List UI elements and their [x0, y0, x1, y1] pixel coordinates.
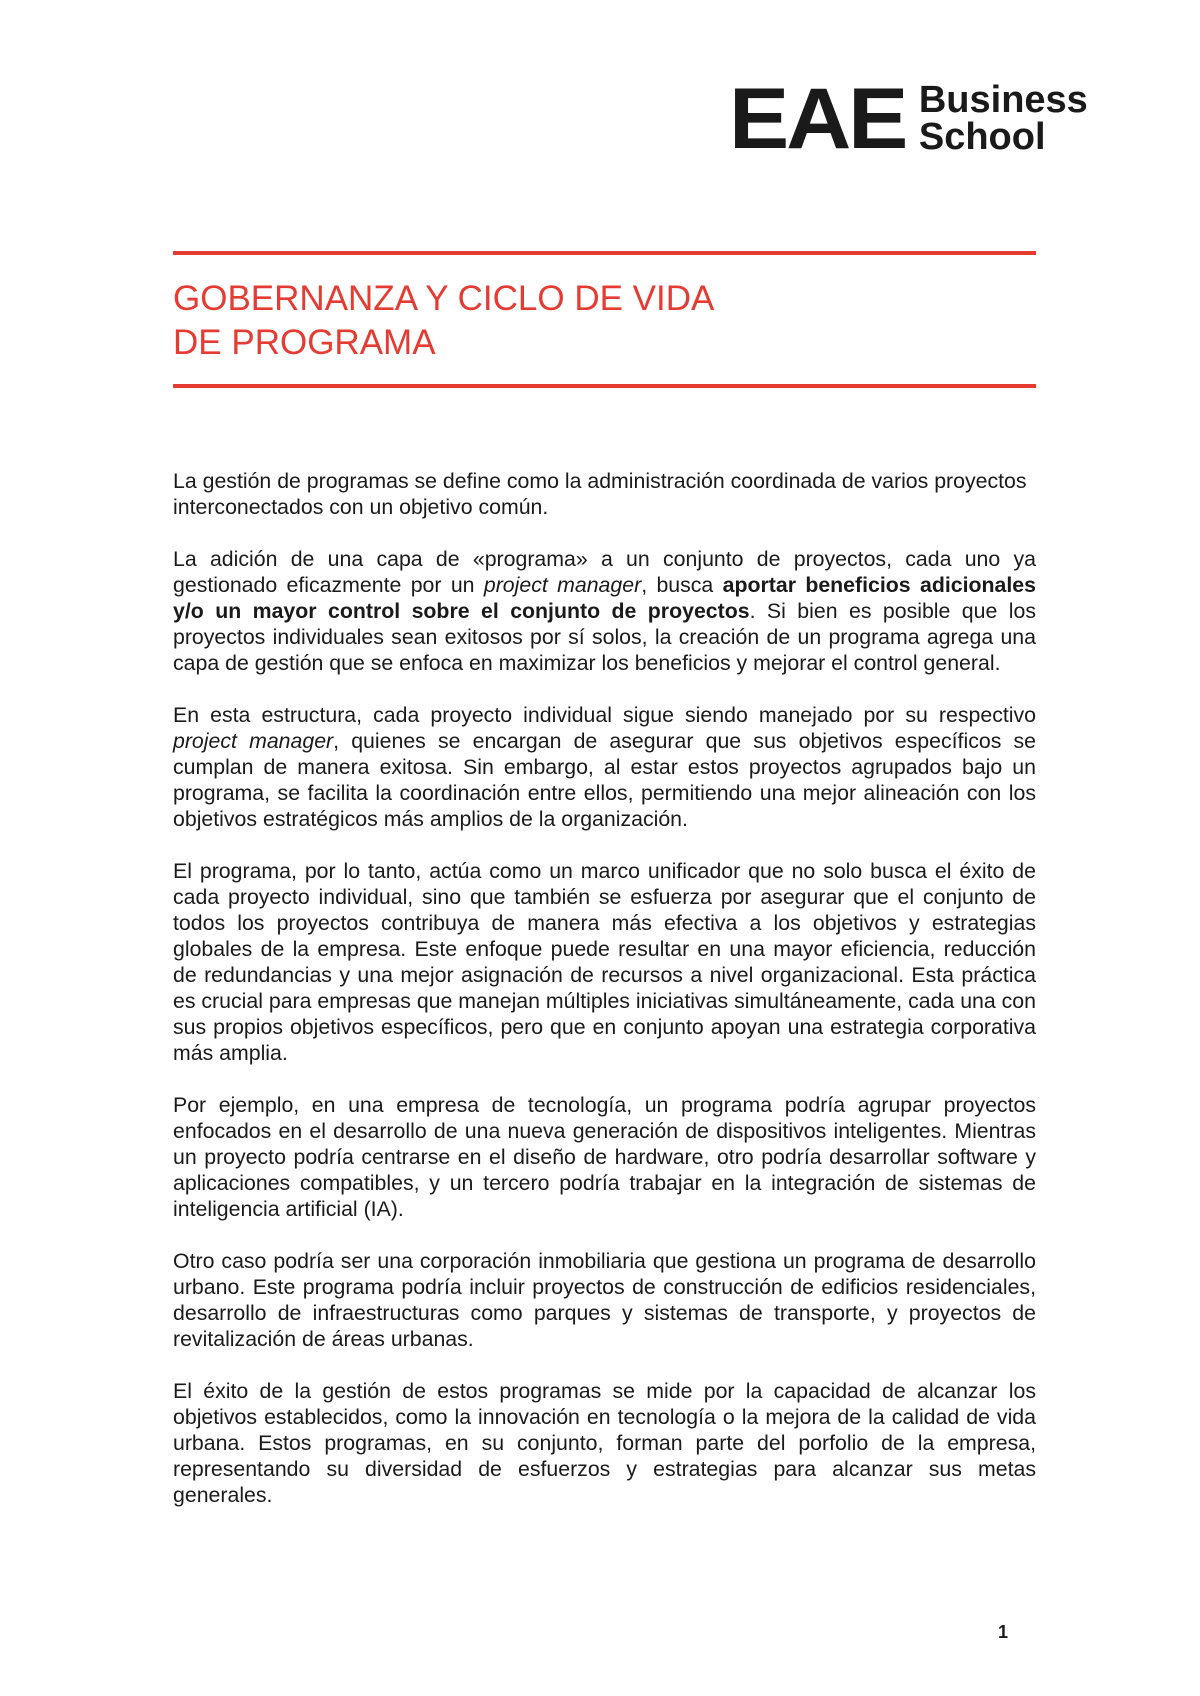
paragraph-7: El éxito de la gestión de estos programas se mide por la capacidad de alcanzar los objetivos establecidos, como la innovación en tecnología o la mejora de la calidad de vida urbana. Estos programas, en su conjunto, forman parte del porfolio de la empresa, representando su diversidad de esfuerzos y estrategias para alcanzar sus metas generales. [173, 1379, 1036, 1507]
paragraph-2 [173, 546, 1036, 676]
paragraph-2-emphasis: project manager [483, 573, 642, 597]
paragraph-2-text-b: , busca [641, 573, 723, 597]
page-title-line1: GOBERNANZA Y CICLO DE VIDA [173, 279, 715, 318]
title-top-divider [173, 251, 1036, 255]
logo-text-line2: School [918, 116, 1046, 158]
paragraph-2-highlight: aportar beneficios adicionales y/o un mayor control sobre el conjunto de proyectos [173, 573, 1036, 623]
paragraph-3 [173, 702, 1036, 832]
page-title [173, 277, 1036, 365]
document-body [173, 468, 1036, 1534]
paragraph-3-text-b: , quienes se encargan de asegurar que sus objetivos específicos se cumplan de manera exitosa. Sin embargo, al estar estos proyectos agrupados bajo un programa, se facilita la coordinación entre ellos, permitiendo una mejor alineación con los objetivos estratégicos más amplios de la organización. [173, 729, 1036, 831]
paragraph-5: Por ejemplo, en una empresa de tecnología, un programa podría agrupar proyectos enfocados en el desarrollo de una nueva generación de dispositivos inteligentes. Mientras un proyecto podría centrarse en el diseño de hardware, otro podría desarrollar software y aplicaciones compatibles, y un tercero podría trabajar en la integración de sistemas de inteligencia artificial (IA). [173, 1093, 1036, 1221]
logo-text [918, 79, 1088, 158]
page-number: 1 [998, 1622, 1009, 1642]
eae-business-school-logo [729, 71, 1088, 167]
paragraph-1: La gestión de programas se define como la administración coordinada de varios proyectos interconectados con un objetivo común. [173, 469, 1027, 519]
paragraph-3-emphasis: project manager [173, 729, 334, 753]
paragraph-3-text-a: En esta estructura, cada proyecto individual sigue siendo manejado por su respectivo [173, 703, 1036, 727]
paragraph-4: El programa, por lo tanto, actúa como un marco unificador que no solo busca el éxito de cada proyecto individual, sino que también se esfuerza por asegurar que el conjunto de todos los proyectos contribuya de manera más efectiva a los objetivos y estrategias globales de la empresa. Este enfoque puede resultar en una mayor eficiencia, reducción de redundancias y una mejor asignación de recursos a nivel organizacional. Esta práctica es crucial para empresas que manejan múltiples iniciativas simultáneamente, cada una con sus propios objetivos específicos, pero que en conjunto apoyan una estrategia corporativa más amplia. [173, 859, 1036, 1065]
paragraph-6: Otro caso podría ser una corporación inmobiliaria que gestiona un programa de desarrollo urbano. Este programa podría incluir proyectos de construcción de edificios residenciales, desarrollo de infraestructuras como parques y sistemas de transporte, y proyectos de revitalización de áreas urbanas. [173, 1249, 1036, 1351]
paragraph-2-text-a: La adición de una capa de «programa» a un conjunto de proyectos, cada uno ya gestionado eficazmente por un [173, 547, 1036, 597]
title-bottom-divider [173, 384, 1036, 388]
paragraph-2-text-c: . Si bien es posible que los proyectos individuales sean exitosos por sí solos, la creación de un programa agrega una capa de gestión que se enfoca en maximizar los beneficios y mejorar el control general. [173, 599, 1036, 675]
page-title-line2: DE PROGRAMA [173, 323, 436, 362]
logo-text-line1: Business [918, 79, 1088, 121]
logo-mark: EAE [729, 71, 906, 167]
